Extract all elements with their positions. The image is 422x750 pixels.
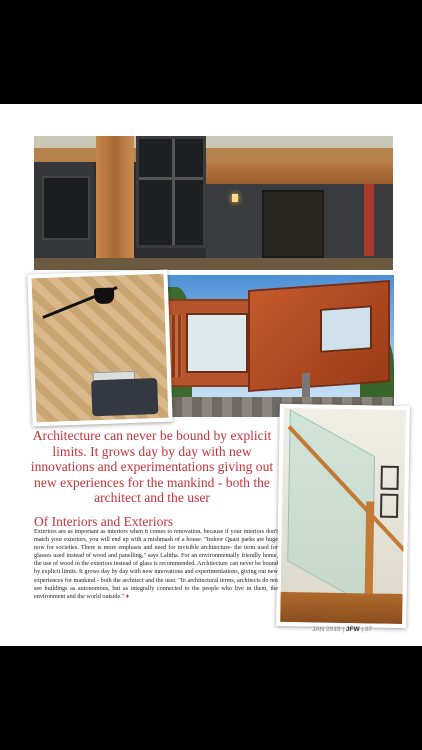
- footer-separator: |: [342, 626, 345, 633]
- magazine-name: JFW: [345, 626, 360, 633]
- end-mark-icon: ♦: [125, 592, 130, 600]
- modern-cantilever-house-photo: [152, 275, 394, 417]
- textured-wall-tiles-photo: [27, 270, 172, 427]
- magazine-page: [0, 104, 422, 646]
- body-text: [34, 528, 278, 601]
- modern-house-wood-facade-photo: [34, 136, 393, 270]
- footer-separator-2: |: [361, 626, 364, 633]
- body-paragraph: Exteriors are as important as interiors when it comes to renovation, because if your interiors don't match your exteriors, you will end up with a mishmash of a house. "Indoor Quasi parks are huge now for societies. There is more emphasis and need for invisible architecture- the term used for glasses used instead of wood and panelling," says Lalitha. For an environmentally friendly home, the use of wood in the exteriors instead of glass is recommended. Architecture can never be bound by explicit limits. It grows day by day with new innovations and experimentations, giving out new experiences for mankind - both the architect and the user. "In architectural terms, architects do not see buildings as autonomous, but as integrally connected to the people who live in them, the environment and the world outside.": [34, 528, 278, 600]
- pull-quote: Architecture can never be bound by explicit limits. It grows day by day with new innovations and experimentations giving out new experiences for the mankind - both the architect and the user: [30, 428, 274, 506]
- glass-staircase-photo: [276, 404, 410, 628]
- page-number: 37: [364, 626, 373, 633]
- section-heading: Of Interiors and Exteriors: [34, 514, 174, 529]
- issue-date: JAN 2015: [312, 626, 341, 633]
- page-footer: [312, 626, 372, 633]
